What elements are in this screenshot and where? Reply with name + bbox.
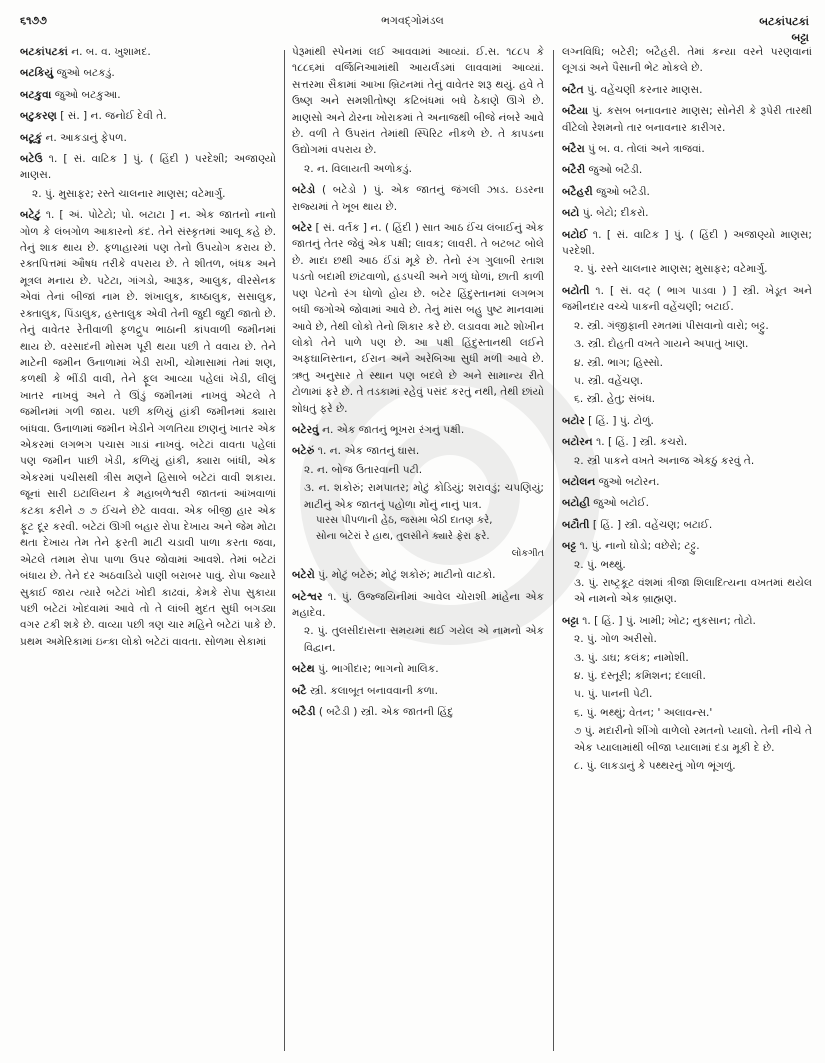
dictionary-entry [562, 434, 812, 469]
headword: બટેટું [20, 209, 41, 222]
dictionary-entry [562, 538, 812, 608]
headword: બટૂકું [20, 131, 43, 144]
quotation-verse: સોના બટેરાં રે હાથ, તુલસીને ક્યારે ફેરા ફરે. [316, 531, 490, 543]
dictionary-entry [562, 413, 812, 429]
page-header [0, 8, 825, 48]
sub-sense: ૨. ન. બોજ ઉતારવાની પટી. [304, 463, 423, 476]
dictionary-entry [292, 443, 544, 562]
sub-sense: ૨. સ્ત્રી પાકને વખતે અનાજ એકઠું કરવું તે. [574, 454, 755, 467]
definition-text: પું બ. વ. તોલાં અને ત્રાજવાં. [584, 143, 705, 156]
dictionary-entry [562, 474, 812, 490]
definition-text: જુઓ બટોઈ. [589, 497, 649, 510]
definition-text: ( બટેડો ) પું. એક જાતનું જંગલી ઝાડ. ઇડરના રાજ્યમાં તે ખૂબ થાય છે. [292, 184, 544, 213]
sub-sense: ૩. સ્ત્રી. દોહતી વખતે ગાયને અપાતું ખાણ. [574, 338, 749, 351]
book-title: ભગવદ્ગોમંડલ [381, 14, 444, 27]
definition-text: પું. કસબ બનાવનાર માણસ; સોનેરી કે રૂપેરી તારથી વીંટેલો રેશમનો તાર બનાવનાર કારીગર. [562, 105, 812, 134]
headword: બટેથ [292, 663, 315, 676]
dictionary-entry [562, 141, 812, 157]
headword: બટેડો [292, 184, 316, 197]
dictionary-entry [20, 108, 276, 124]
headword: બટોર [562, 414, 585, 427]
definition-text: પેરૂમાંથી સ્પેનમાં લઈ આવવામાં આવ્યાં. ઈ.સ. ૧૮૮૫ કે ૧૮૮૬માં વર્જિનિઆમાંથી આયર્લંડમાં લાવવામાં આવ્યાં. સત્તરમા સૈકામાં આખા બ્રિટનમાં તેનું વાવેતર શરૂ થયું. હવે તે ઉષ્ણ અને સમશીતોષ્ણ કટિબંધમાં બધે ઠેકાણે ઊગે છે. માણસો અને ઢોરના ખોરાકમાં તે અનાજથી બીજે નંબરે આવે છે. વળી તે ઉપરાંત તેમાંથી સ્પિરિટ નીકળે છે. તે કાપડના ઉદ્યોગમાં વપરાય છે. [292, 46, 544, 157]
column-divider [284, 50, 285, 1051]
dictionary-entry [292, 589, 544, 657]
definition-text: [ સં. વર્તક ] ન. ( હિંદી ) સાત આઠ ઈંચ લંબાઈનું એક જાતનું તેતર જેવું એક પક્ષી; લાવક; લાવરી. તે બટબટ બોલે છે. માદા છથી આઠ ઈંડાં મૂકે છે. તેનો રંગ ગુલાબી રતાશ પડતો બદામી છાંટવાળો, હડપચી અને ગળું ધોળાં, છાતી કાળી પણ પેટનો રંગ ધોળો હોય છે. બટેર હિંદુસ્તાનમાં લગભગ બધી જગોએ જોવામાં આવે છે. તેનું માંસ બહુ પુષ્ટ માનવામાં આવે છે, તેથી લોકો તેનો શિકાર કરે છે. લડાવવા માટે શોખીન લોકો તેને પાળે પણ છે. આ પક્ષી હિંદુસ્તાનથી લઈને અફઘાનિસ્તાન, ઈરાન અને અરેબિઆ સુધી મળી આવે છે. ઋતુ અનુસાર તે સ્થાન પણ બદલે છે અને સામાન્ય રીતે ટોળામાં ફરે છે. તે તડકામાં રહેવું પસંદ કરતું નથી, તેથી છાંયો શોધતું ફરે છે. [292, 222, 544, 415]
dictionary-entry [562, 495, 812, 511]
dictionary-entry [562, 517, 812, 533]
dictionary-entry [562, 283, 812, 408]
definition-text: જુઓ બટોરન. [595, 475, 660, 488]
dictionary-entry [562, 103, 812, 136]
dictionary-entry [292, 567, 544, 583]
sub-sense: ૩. પું. ડાઘ; કલંક; નામોશી. [574, 651, 689, 664]
definition-text: ૧. [ અં. પોટેટો; પો. બટાટા ] ન. એક જાતનો નાનો ગોળ કે લંબગોળ આકારનો કંદ. તેને સંસ્કૃતમાં આલૂ કહે છે. તેનું શાક થાય છે. ફળાહારમાં પણ તેનો ઉપયોગ કરાય છે. રક્તપિત્તમાં ઔષધ તરીકે વપરાય છે. તે શીતળ, બંધક અને મૂત્રલ મનાય છે. પટેટા, ગાંગડો, આરૂક, આલુક, વીરસેનક એવાં તેનાં બીજાં નામ છે. શંખાલુક, કાષ્ઠાલુક, સસાલુક, રક્તાલુક, પિંડાલુક, હસ્તાલુક એવી તેની જુદી જુદી જાતો છે. તેનું વાવેતર રેતીવાળી ફળદ્રુપ ભાઠાની કાંપવાળી જમીનમાં થાય છે. વરસાદની મોસમ પૂરી થયા પછી તે વવાય છે. તેને માટેની જમીન ઉનાળામાં ખેડી રાખી, ચોમાસામાં તેમાં શણ, કળથી કે ભીંડી વાવી, તેને ફૂલ આવ્યા પહેલાં ખેડી, લીલું ખાતર નાખવું અને તે ઊંડું જમીનમાં નાખવું એટલે તે જમીનમાં ગળી જાય. પછી કળિયું હાંકી જમીનમાં ક્યારા બાંધવા. ઉનાળામાં જમીન ખેડીને ગળતિયા છાણનું ખાતર એક એકરમાં લગભગ પચાસ ગાડાં નાખવું. બટેટાં વાવતા પહેલાં પણ જમીન પાછી ખેડી, કળિયું હાંકી, ક્યારા બાંધી, એક એકરમાં પચીસથી ત્રીસ મણને હિસાબે બટેટાં વાવી શકાય. જૂનાં સારી ઇટાલિયન કે મહાબળેશ્વરી જાતનાં આંખવાળાં કટકા કરીને ૭ ૭ ઈંચને છેટે વાવવા. એક બીજી હાર એક ફૂટ દૂર કરવી. બટેટાં ઊગી બહાર રોપા દેખાય અને જેમ મોટા થતા દેખાય તેમ તેને ફરતી માટી ચડાવી પાળા કરતા જવા, એટલે તમામ રોપા પાળા ઉપર જોવામાં આવશે. તેમાં બટેટાં બંધાય છે. તેને દર અઠવાડિયે પાણી બરાબર પાવું. રોપા જ્યારે સુકાઈ જાય ત્યારે બટેટાં ખોદી કાઢવાં, કેમકે રોપા સુકાયા પછી બટેટાં ખોદવામાં આવે તો તે લાંબી મુદત સુધી બગડ્યા વગર ટકી શકે છે. વાવ્યા પછી ત્રણ ચાર મહિને બટેટાં પાકે છે. પ્રથમ અમેરિકામાં ઇન્કા લોકો બટેટાં વાવતા. સોળમા સેકામાં [20, 209, 276, 648]
sub-sense: ૨. પું. મુસાફર; રસ્તે ચાલનાર માણસ; વટેમાર્ગુ. [32, 187, 226, 200]
guide-words [759, 14, 809, 46]
dictionary-entry [562, 184, 812, 200]
headword: બટૈરા [562, 143, 585, 156]
dictionary-entry [292, 422, 544, 438]
dictionary-entry [562, 44, 812, 77]
sub-sense: ૪. સ્ત્રી. ભાગ; હિસ્સો. [574, 356, 664, 369]
headword: બટોઈ [562, 228, 588, 241]
definition-text: જુઓ બટકડું. [53, 67, 115, 80]
definition-text: ૧. ન. એક જાતનું ઘાસ. [314, 445, 420, 458]
definition-text: ન. એક જાતનું ભૂખરા રંગનું પક્ષી. [318, 423, 465, 436]
sub-sense: ૫. સ્ત્રી. વહેંચણ. [574, 374, 644, 387]
definition-text: ૧. [ સં. વાટિક ] પું. ( હિંદી ) અજાણ્યો માણસ; પરદેશી. [562, 228, 812, 258]
headword: બટેઉ [20, 153, 43, 166]
definition-text: સ્ત્રી. કલાબૂત બનાવવાની કળા. [306, 684, 439, 697]
headword: બટકાંપટકાં [20, 46, 68, 58]
dictionary-entry [292, 704, 544, 720]
dictionary-entry [292, 683, 544, 699]
headword: બટ્ટા [562, 614, 579, 627]
headword: બટકિયું [20, 67, 54, 80]
quotation-source: લોકગીત [511, 547, 544, 559]
dictionary-entry [20, 151, 276, 202]
column-2 [292, 44, 544, 1063]
headword: બટુકરણ [20, 110, 57, 123]
sub-sense: ૨. પું. રસ્તે ચાલનાર માણસ; મુસાફર; વટેમાર્ગુ. [574, 263, 768, 276]
page-number: ૬૧૭૭ [20, 14, 47, 27]
headword: બટોરન [562, 436, 593, 449]
headword: બટોતી [562, 284, 590, 297]
definition-text: પું. મોટું બટેરું; મોટું શકોરું; માટીનો વાટકો. [314, 569, 496, 582]
dictionary-entry [562, 205, 812, 221]
headword: બટૈડી [292, 706, 316, 719]
column-3 [562, 44, 812, 1063]
definition-text: ૧. પું. ઉજ્જયિનીમાં આવેલ ચોરાશી માંહેના એક મહાદેવ. [292, 590, 544, 619]
headword: બટકુવા [20, 88, 52, 101]
sub-sense: ૬. પું. ભથ્થું; વેતન; ' અલાવન્સ.' [574, 706, 713, 719]
sub-sense: ૮. પું. લાકડાનું કે પથ્થરનું ગોળ ભૂંગળું. [574, 760, 736, 773]
headword: બટેર [292, 222, 313, 235]
definition-text: ન. બ. વ. ખુશામદ. [67, 46, 151, 58]
dictionary-entry [292, 182, 544, 215]
definition-text: [ હિં. ] પું. ટોળું. [584, 414, 654, 427]
dictionary-entry [20, 87, 276, 103]
dictionary-entry [562, 613, 812, 775]
sub-sense: ૬. સ્ત્રી. હેતુ; સંબંધ. [574, 393, 656, 406]
definition-text: પું. બેટો; દીકરો. [579, 207, 649, 220]
dictionary-entry [562, 162, 812, 178]
definition-text: જુઓ બટકુઆ. [51, 88, 121, 101]
definition-text: જુઓ બટૈડી. [585, 164, 643, 177]
headword: બટોહી [562, 497, 590, 510]
sub-sense: ૨. પું. તુલસીદાસના સમયમાં થઈ ગયેલ એ નામનો એક વિદ્વાન. [304, 625, 544, 654]
definition-text: પું. વહેંચણી કરનાર માણસ. [583, 83, 703, 96]
headword: બટૈહરી [562, 185, 593, 198]
column-divider [553, 50, 554, 1051]
headword: બટેશ્વર [292, 590, 323, 603]
dictionary-entry [562, 82, 812, 98]
definition-text: ( બટૈડી ) સ્ત્રી. એક જાતની હિંદુ [315, 706, 454, 719]
guide-word-last: બટ્ટા [791, 31, 809, 44]
guide-word-first: બટકાંપટકાં [759, 15, 809, 28]
dictionary-entry [20, 65, 276, 81]
sub-sense: ૨. સ્ત્રી. ગંજીફાની રમતમાં પીસવાનો વારો; બટ્ટુ. [574, 319, 769, 332]
dictionary-entry [20, 44, 276, 60]
sub-sense: ૩. ન. શકોરું; રામપાતર; મોટું કોડિયું; શરાવડું; ચપણિયું; માટીનું એક જાતનું પહોળા મોંનું નાનું પાત્ર. [304, 482, 544, 511]
headword: બટેરું [292, 445, 315, 458]
sub-sense: ૨. પું. ભથ્થું. [574, 558, 626, 571]
headword: બટૈત [562, 83, 584, 96]
headword: બટૈ [292, 684, 307, 697]
sub-sense: ૪. પું. દસ્તૂરી; કમિશન; દલાલી. [574, 670, 706, 682]
definition-text: ૧. પું. નાનો ઘોડો; વછેરો; ટટ્ટુ. [576, 540, 700, 553]
dictionary-entry [292, 220, 544, 417]
sub-sense: ૭ પું. મદારીનો શીંગો વાળેલો રમતનો પ્યાલો. તેની નીચે તે એક પ્યાલામાંથી બીજા પ્યાલામાં દડા મૂકી દે છે. [574, 725, 812, 754]
dictionary-entry [20, 207, 276, 650]
definition-text: [ સં. ] ન. જનોઈ દેવી તે. [56, 110, 167, 123]
headword: બટેરો [292, 569, 315, 582]
headword: બટેરવું [292, 423, 319, 436]
definition-text: લગ્નવિધિ; બટેરી; બટૈહરી. તેમાં કન્યા વરને પરણવાનાં લૂગડાં અને પૈસાની ભેટ મોકલે છે. [562, 46, 812, 75]
headword: બટૌતી [562, 518, 590, 531]
definition-text: ૧. [ સં. વટ્ ( ભાગ પાડવા ) ] સ્ત્રી. ખેડૂત અને જમીનદાર વચ્ચે પાકની વહેંચણી; બટાઈ. [562, 284, 812, 314]
definition-text: ૧. [ હિં. ] સ્ત્રી. કચરો. [592, 436, 688, 449]
headword: બટો [562, 207, 580, 220]
sub-sense: ૨. ન. વિલાયતી અળોકડું. [304, 162, 413, 175]
headword: બટ્ટ [562, 540, 577, 553]
definition-text: જુઓ બટૈડી. [592, 185, 650, 198]
headword: બટૈરી [562, 164, 586, 177]
dictionary-entry [292, 661, 544, 677]
dictionary-entry [562, 227, 812, 278]
headword: બટોલન [562, 475, 596, 488]
headword: બટૈયા [562, 105, 588, 118]
definition-text: ૧. [ સં. વાટિક ] પું. ( હિંદી ) પરદેશી; અજાણ્યો માણસ. [20, 153, 276, 182]
column-1 [20, 44, 276, 1063]
sub-sense: ૫. પું. પાનની પેટી. [574, 688, 653, 701]
sub-sense: ૨. પું. ગોળ અરીસો. [574, 633, 657, 646]
quotation-verse: પારસ પીપળાની હેઠ, જસમા બેઠી દાતણ કરે, [316, 514, 493, 526]
definition-text: પું. ભાગીદાર; ભાગનો માલિક. [314, 663, 439, 676]
definition-text: ૧. [ હિં. ] પું. ખામી; ખોટ; નુકસાન; તોટો. [578, 614, 756, 627]
dictionary-entry [20, 130, 276, 146]
definition-text: [ હિં. ] સ્ત્રી. વહેંચણ; બટાઈ. [589, 518, 713, 531]
definition-text: ન. આકડાનું ફેપળ. [42, 131, 127, 144]
sub-sense: ૩. પું. રાષ્ટ્રકૂટ વંશમાં ત્રીજા શિલાદિત્યના વખતમાં થયેલ એ નામનો એક બ્રાહ્મણ. [574, 576, 812, 606]
dictionary-entry [292, 44, 544, 177]
